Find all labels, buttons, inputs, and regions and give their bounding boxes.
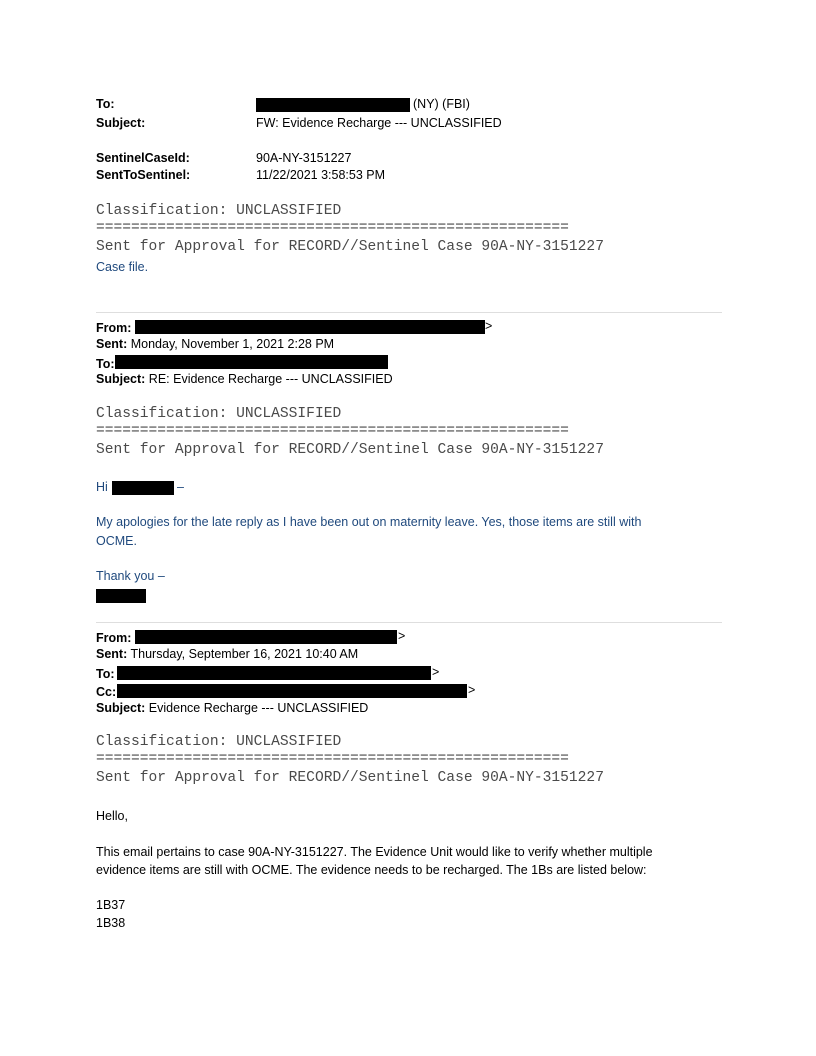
to-row [96,355,115,373]
sent-to-sentinel-label: SentToSentinel: [96,168,191,182]
from-label: From: [96,631,132,645]
redaction-bar [135,320,485,334]
sent-label: Sent: [96,337,128,351]
divider [96,312,722,313]
redaction-bar [135,630,397,644]
body-text: Case file. [96,260,149,274]
from-row [96,319,131,337]
body-line: This email pertains to case 90A-NY-3151227. The Evidence Unit would like to verify whether multiple [96,845,653,859]
signature-redaction [96,589,146,603]
subject-value: Evidence Recharge --- UNCLASSIFIED [148,701,369,715]
greeting-suffix: – [177,480,184,494]
redaction-bar [256,98,410,112]
divider [96,622,722,623]
sent-for-approval-line: Sent for Approval for RECORD//Sentinel Case 90A-NY-3151227 [96,442,604,458]
to-value-suffix: (NY) (FBI) [413,97,470,111]
cc-row [96,683,116,701]
sent-value: Monday, November 1, 2021 2:28 PM [130,337,335,351]
separator-line: ====================================================== [96,220,569,236]
greeting-text: Hello, [96,809,128,823]
sent-row [96,337,334,351]
redaction-bar [117,666,431,680]
to-label: To: [96,97,115,111]
redaction-bar [117,684,467,698]
sent-value: Thursday, September 16, 2021 10:40 AM [130,647,359,661]
separator-line: ====================================================== [96,423,569,439]
sent-row [96,647,358,661]
subject-label: Subject: [96,701,146,715]
to-suffix: > [432,665,440,679]
from-row [96,629,131,647]
redaction-bar [115,355,388,369]
case-id-value: 90A-NY-3151227 [256,151,352,165]
to-row [96,665,115,683]
sent-to-sentinel-value: 11/22/2021 3:58:53 PM [256,168,386,182]
to-label: To: [96,667,115,681]
classification-line: Classification: UNCLASSIFIED [96,734,342,750]
subject-label: Subject: [96,116,146,130]
sent-for-approval-line: Sent for Approval for RECORD//Sentinel Case 90A-NY-3151227 [96,770,604,786]
greeting-prefix: Hi [96,480,108,494]
classification-line: Classification: UNCLASSIFIED [96,203,342,219]
cc-suffix: > [468,683,476,697]
closing-text: Thank you – [96,569,165,583]
list-item: 1B37 [96,898,126,912]
classification-line: Classification: UNCLASSIFIED [96,406,342,422]
subject-row [96,701,368,715]
to-label: To: [96,357,115,371]
subject-row [96,372,393,386]
redaction-bar [112,481,174,495]
body-line: OCME. [96,534,137,548]
from-suffix: > [398,629,406,643]
separator-line: ====================================================== [96,751,569,767]
subject-value: FW: Evidence Recharge --- UNCLASSIFIED [256,116,502,130]
subject-value: RE: Evidence Recharge --- UNCLASSIFIED [148,372,393,386]
subject-label: Subject: [96,372,146,386]
body-line: My apologies for the late reply as I have been out on maternity leave. Yes, those items are still with [96,515,642,529]
case-id-label: SentinelCaseId: [96,151,190,165]
sent-for-approval-line: Sent for Approval for RECORD//Sentinel Case 90A-NY-3151227 [96,239,604,255]
list-item: 1B38 [96,916,126,930]
from-suffix: > [485,319,493,333]
cc-label: Cc: [96,685,117,699]
sent-label: Sent: [96,647,128,661]
body-line: evidence items are still with OCME. The evidence needs to be recharged. The 1Bs are listed below: [96,863,647,877]
from-label: From: [96,321,132,335]
